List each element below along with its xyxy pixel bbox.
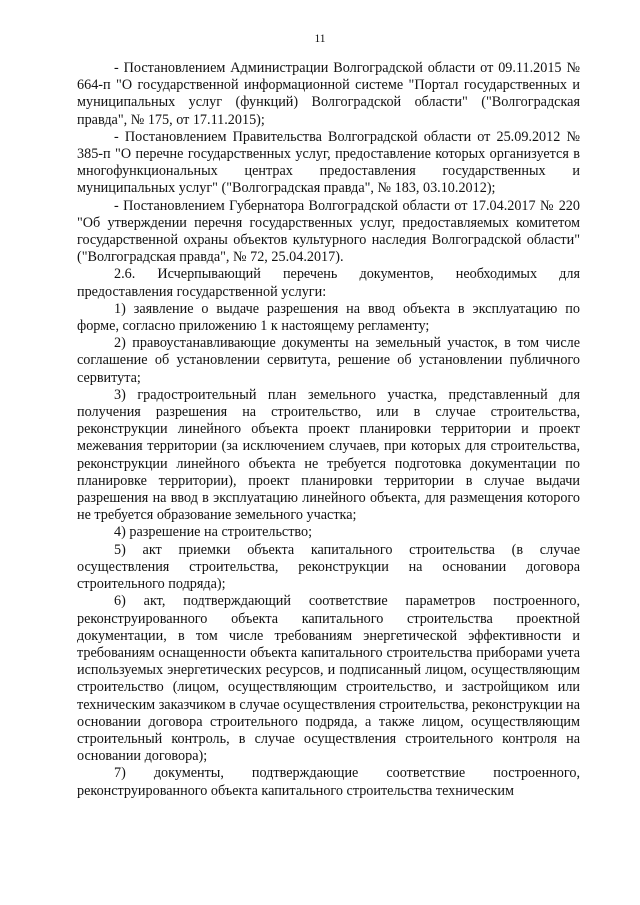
list-item-3: 3) градостроительный план земельного участка, представленный для получения разрешения на строительство, или в случае строительства, реконструкции линейного объекта проект планировки территории и проект межевания территории (за исключением случаев, при которых для строительства, реконструкции линейного объекта не требуется подготовка документации по планировке территории), проект планировки территории в случае выдачи разрешения на ввод в эксплуатацию линейного объекта, для размещения которого не требуется образование земельного участка; bbox=[77, 386, 580, 524]
list-item-6: 6) акт, подтверждающий соответствие параметров построенного, реконструированного объекта капитального строительства проектной документации, в том числе требованиям энергетической эффективности и требованиям оснащенности объекта капитального строительства приборами учета используемых энергетических ресурсов, и подписанный лицом, осуществляющим строительство (лицом, осуществляющим строительство, и застройщиком или техническим заказчиком в случае осуществления строительства, реконструкции на основании договора строительного подряда, а также лицом, осуществляющим строительный контроль, в случае осуществления строительного контроля на основании договора); bbox=[77, 593, 580, 765]
list-item-1: 1) заявление о выдаче разрешения на ввод объекта в эксплуатацию по форме, согласно приложению 1 к настоящему регламенту; bbox=[77, 300, 580, 335]
paragraph-decree-governor: - Постановлением Губернатора Волгоградской области от 17.04.2017 № 220 "Об утверждении перечня государственных услуг, предоставляемых комитетом государственной охраны объектов культурного наследия Волгоградской области" ("Волгоградская правда", № 72, 25.04.2017). bbox=[77, 197, 580, 266]
list-item-4: 4) разрешение на строительство; bbox=[114, 524, 313, 541]
paragraph-decree-services-list: - Постановлением Правительства Волгоградской области от 25.09.2012 № 385-п "О перечне государственных услуг, предоставление которых организуется в многофункциональных центрах предоставления государственных и муниципальных услуг" ("Волгоградская правда", № 183, 03.10.2012); bbox=[77, 128, 580, 197]
paragraph-section-2-6: 2.6. Исчерпывающий перечень документов, необходимых для предоставления государственной услуги: bbox=[77, 266, 580, 300]
document-body bbox=[77, 60, 580, 800]
list-item-2: 2) правоустанавливающие документы на земельный участок, в том числе соглашение об установлении сервитута, решение об установлении публичного сервитута; bbox=[77, 335, 580, 386]
paragraph-decree-portal: - Постановлением Администрации Волгоградской области от 09.11.2015 № 664-п "О государственной информационной системе "Портал государственных и муниципальных услуг (функций) Волгоградской области" ("Волгоградская правда", № 175, от 17.11.2015); bbox=[77, 60, 580, 128]
list-item-5: 5) акт приемки объекта капитального строительства (в случае осуществления строительства, реконструкции на основании договора строительного подряда); bbox=[77, 541, 580, 593]
list-item-7: 7) документы, подтверждающие соответствие построенного, реконструированного объекта капитального строительства техническим bbox=[77, 765, 580, 799]
page-number: 11 bbox=[314, 33, 326, 45]
